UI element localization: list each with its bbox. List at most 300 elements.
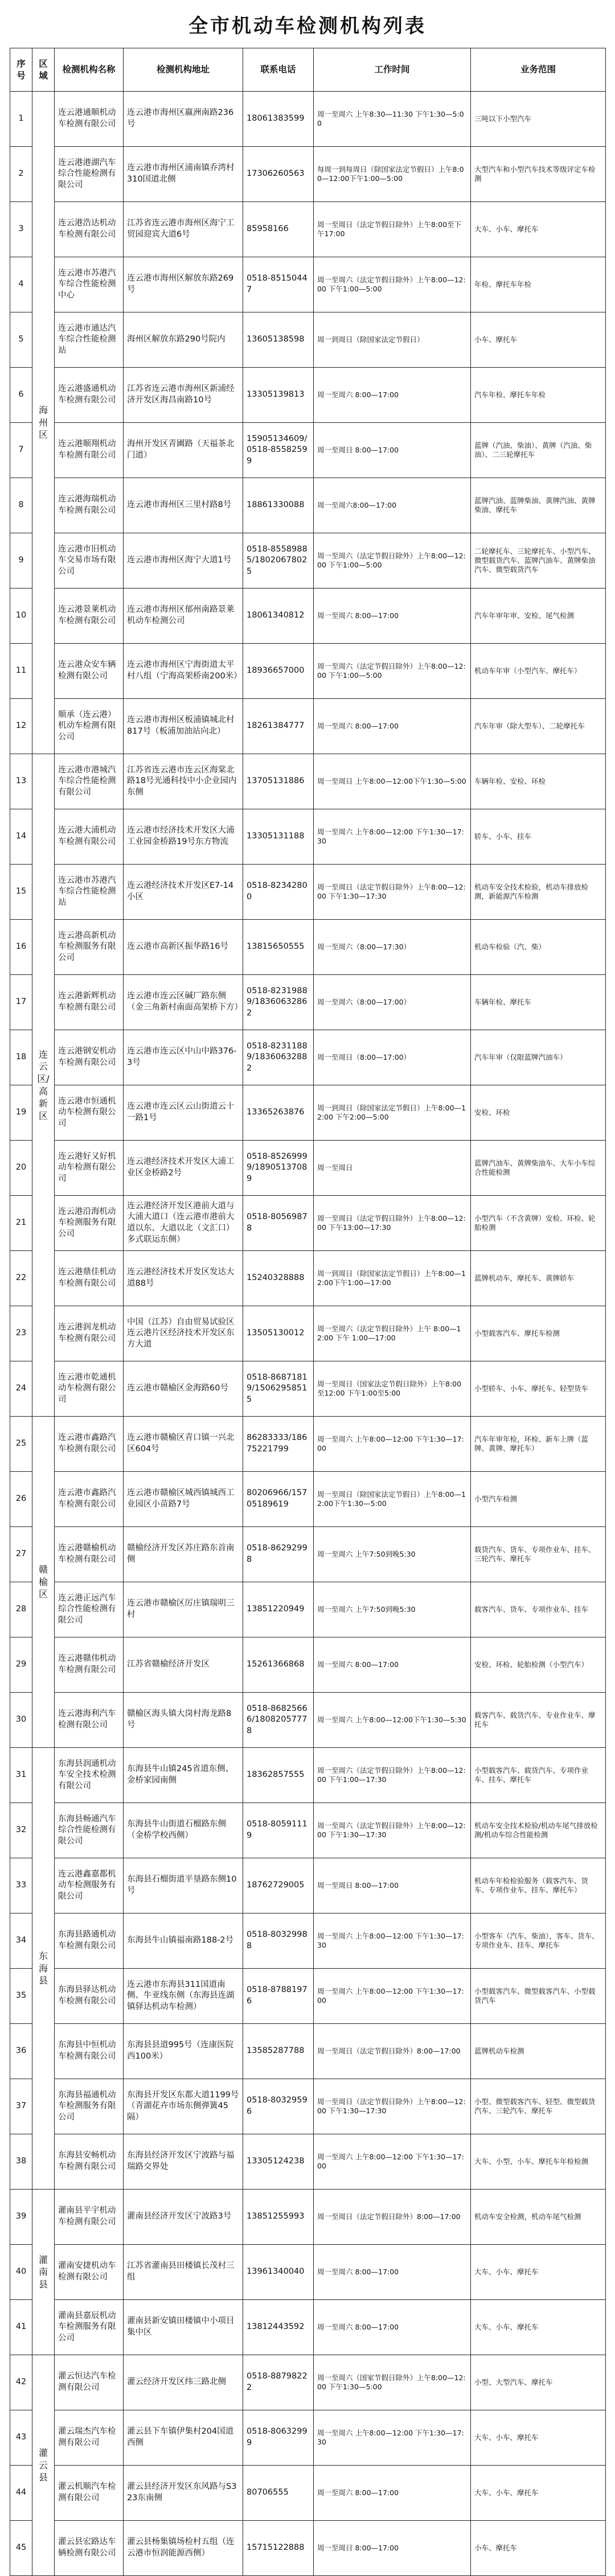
row-name: 连云港市鑫路汽车检测有限公司 bbox=[55, 1417, 124, 1472]
row-name: 连云港正远汽车综合性能检测有限公司 bbox=[55, 1582, 124, 1637]
row-phone: 13705131886 bbox=[243, 754, 314, 809]
row-hours: 周一至周六 上午8:00—12:00 下午1:30—17:30 bbox=[314, 809, 471, 865]
row-seq: 29 bbox=[10, 1637, 32, 1693]
table-row bbox=[10, 1748, 606, 1803]
row-phone: 17306260563 bbox=[243, 147, 314, 202]
table-row bbox=[10, 1251, 606, 1306]
row-phone: 86283333/18675221799 bbox=[243, 1417, 314, 1472]
row-hours: 周一到周日（除国家法定节假日）上午8:00—12:00下午1:00—17:00 bbox=[314, 1251, 471, 1306]
row-name: 连云港海利汽车检测有限公司 bbox=[55, 1693, 124, 1748]
row-scope: 车辆年检、摩托车 bbox=[471, 975, 606, 1030]
row-name: 灌南县平宇机动车检测有限公司 bbox=[55, 2190, 124, 2245]
row-seq: 26 bbox=[10, 1472, 32, 1527]
table-row bbox=[10, 589, 606, 644]
row-seq: 31 bbox=[10, 1748, 32, 1803]
row-name: 灌云恒达汽车检测有限公司 bbox=[55, 2355, 124, 2410]
row-hours: 周一至周六（8:00—17:00） bbox=[314, 975, 471, 1030]
row-address: 江苏省连云港市连云区海棠北路18号光通科技中小企业园内东侧 bbox=[124, 754, 243, 809]
table-body bbox=[10, 92, 606, 2576]
row-name: 连云港市通达汽车综合性能检测站 bbox=[55, 312, 124, 368]
row-phone: 0518-80591119 bbox=[243, 1803, 314, 1858]
row-scope: 小型客车（汽车、柴油），客车、货车、专项作业车、挂车、摩托车 bbox=[471, 1914, 606, 1969]
row-phone: 13812443592 bbox=[243, 2300, 314, 2355]
row-name: 连云港新辉机动车检测有限公司 bbox=[55, 975, 124, 1030]
row-address: 连云港经济技术开发区E7-14小区 bbox=[124, 865, 243, 920]
row-hours: 周一至周六（法定节假日除外）上午8:00—12:00 下午1:00—5:00 bbox=[314, 533, 471, 589]
table-row bbox=[10, 2245, 606, 2300]
row-address: 连云港市赣榆区青口镇一兴北区604号 bbox=[124, 1417, 243, 1472]
row-address: 东海县牛山镇245省道东侧、金桥家园南侧 bbox=[124, 1748, 243, 1803]
row-address: 连云港市海州区郁州南路景莱机动车检测公司 bbox=[124, 589, 243, 644]
row-name: 连云港鑫嘉都机动车检测服务有限公司 bbox=[55, 1858, 124, 1914]
row-address: 海州开发区青圃路（天福茶北门道） bbox=[124, 423, 243, 478]
row-phone: 0518-80569878 bbox=[243, 1196, 314, 1251]
row-name: 灌云瑞杰汽车检测有限公司 bbox=[55, 2410, 124, 2466]
row-name: 东海县驿达机动车检测有限公司 bbox=[55, 1969, 124, 2024]
row-scope: 安检、环检 bbox=[471, 1085, 606, 1141]
row-address: 赣榆经济开发区苏庄路东首南侧 bbox=[124, 1527, 243, 1582]
row-scope: 大车、小车、摩托车 bbox=[471, 2245, 606, 2300]
row-hours: 周一至周日（除国家法定节假日）上午8:00—12:00下午1:30—5:00 bbox=[314, 1472, 471, 1527]
row-scope: 年检、摩托车年检 bbox=[471, 257, 606, 312]
row-seq: 35 bbox=[10, 1969, 32, 2024]
row-hours: 周一至周六 上午8:00—12:00 下午1:30—17:00 bbox=[314, 1969, 471, 2024]
row-seq: 2 bbox=[10, 147, 32, 202]
row-seq: 18 bbox=[10, 1030, 32, 1085]
row-phone: 13815650555 bbox=[243, 920, 314, 975]
table-row bbox=[10, 2300, 606, 2355]
table-row bbox=[10, 1969, 606, 2024]
row-address: 东海县石榴街道平垦路东侧10号 bbox=[124, 1858, 243, 1914]
row-seq: 43 bbox=[10, 2410, 32, 2466]
row-hours: 周一至周六 上午8:00—12:00 下午1:30—17:30 bbox=[314, 1914, 471, 1969]
row-hours: 周一至周六（法定节假日除外）上午8:00—12:00 下午1:00—17:30 bbox=[314, 1748, 471, 1803]
row-scope: 载客汽车、载货汽车、专业作业车、摩托车 bbox=[471, 1693, 606, 1748]
row-address: 连云港市东海县311国道南侧、牛亚线东侧（东海县连湖镇驿达机动车检测） bbox=[124, 1969, 243, 2024]
row-phone: 18061383599 bbox=[243, 92, 314, 147]
row-seq: 17 bbox=[10, 975, 32, 1030]
row-address: 灌南县新安镇田楼镇中小项目集中区 bbox=[124, 2300, 243, 2355]
row-scope: 小车、摩托车 bbox=[471, 2521, 606, 2576]
row-name: 连云港海瑞机动车检测有限公司 bbox=[55, 478, 124, 533]
row-hours: 周一至周六 8:00—17:00 bbox=[314, 2245, 471, 2300]
row-name: 连云港鼎佳机动车检测有限公司 bbox=[55, 1251, 124, 1306]
inspection-agency-table bbox=[10, 48, 606, 2576]
row-name: 东海县畅通汽车综合性能检测有限公司 bbox=[55, 1803, 124, 1858]
row-address: 连云港市经济技术开发区大浦工业园金桥路19号东方物流 bbox=[124, 809, 243, 865]
row-address: 东海县牛山街道石榴路东侧（金桥学校西侧） bbox=[124, 1803, 243, 1858]
row-name: 连云港港湖汽车综合性能检测有限公司 bbox=[55, 147, 124, 202]
row-address: 灌云县经济开发区东风路与S323东南侧 bbox=[124, 2466, 243, 2521]
table-row bbox=[10, 1637, 606, 1693]
row-phone: 15905134609/0518-85582599 bbox=[243, 423, 314, 478]
table-row bbox=[10, 699, 606, 754]
row-scope: 机动车年检检验服务（载客汽车、货车、专项作业车、挂车、摩托车） bbox=[471, 1858, 606, 1914]
row-scope: 汽车年检、摩托车年检 bbox=[471, 368, 606, 423]
row-scope: 汽车年审（仅限蓝牌汽油车） bbox=[471, 1030, 606, 1085]
row-seq: 34 bbox=[10, 1914, 32, 1969]
table-row bbox=[10, 368, 606, 423]
table-row bbox=[10, 423, 606, 478]
row-hours: 周一至周六 上午7:50到晚5:30 bbox=[314, 1582, 471, 1637]
row-name: 东海县福通机动车检测服务有限公司 bbox=[55, 2079, 124, 2134]
row-scope: 汽车年审年检，环检、新车上牌（蓝牌、黄牌、摩托车） bbox=[471, 1417, 606, 1472]
row-phone: 13365263876 bbox=[243, 1085, 314, 1141]
table-row bbox=[10, 1914, 606, 1969]
row-scope: 三吨以下小型汽车 bbox=[471, 92, 606, 147]
table-row bbox=[10, 809, 606, 865]
row-scope: 机动车安全技术检验，机动车排放检测，新能源汽车检测 bbox=[471, 865, 606, 920]
table-row bbox=[10, 1085, 606, 1141]
row-scope: 小型、微型载客汽车、轻型、微型载货汽车、三轮汽车、摩托车 bbox=[471, 2079, 606, 2134]
row-phone: 18261384777 bbox=[243, 699, 314, 754]
row-seq: 20 bbox=[10, 1141, 32, 1196]
row-address: 东海县开发区东都大道1199号（青湖花卉市场东侧弹簧45隔） bbox=[124, 2079, 243, 2134]
row-address: 连云港市海州区三里村路8号 bbox=[124, 478, 243, 533]
area-cell: 海州区 bbox=[32, 92, 55, 754]
row-seq: 9 bbox=[10, 533, 32, 589]
row-name: 连云港景莱机动车检测有限公司 bbox=[55, 589, 124, 644]
row-address: 东海县经济开发区宁波路与福瑞路交界处 bbox=[124, 2134, 243, 2190]
row-address: 海州区解放东路290号院内 bbox=[124, 312, 243, 368]
header-hours: 工作时间 bbox=[314, 48, 471, 92]
row-address: 连云港经济开发区港前大道与大浦大道口（连云港市港前大道以东、大道以北（文汇口）多式联运东侧） bbox=[124, 1196, 243, 1251]
row-seq: 19 bbox=[10, 1085, 32, 1141]
row-phone: 15240328888 bbox=[243, 1251, 314, 1306]
row-scope: 安检、环检、轮胎检测（小型汽车） bbox=[471, 1637, 606, 1693]
row-phone: 0518-80329596 bbox=[243, 2079, 314, 2134]
row-seq: 13 bbox=[10, 754, 32, 809]
table-row bbox=[10, 2079, 606, 2134]
row-seq: 42 bbox=[10, 2355, 32, 2410]
table-row bbox=[10, 1858, 606, 1914]
table-row bbox=[10, 92, 606, 147]
row-hours: 周一至周日 8:00—17:00 bbox=[314, 1858, 471, 1914]
row-scope: 蓝牌机动车检测 bbox=[471, 2024, 606, 2079]
table-row bbox=[10, 2410, 606, 2466]
table-row bbox=[10, 754, 606, 809]
row-scope: 小型汽车检测 bbox=[471, 1472, 606, 1527]
table-row bbox=[10, 312, 606, 368]
row-hours: 周一至周六 8:00—17:00 bbox=[314, 368, 471, 423]
row-phone: 18762729005 bbox=[243, 1858, 314, 1914]
row-phone: 85958166 bbox=[243, 202, 314, 257]
row-phone: 0518-82319889/18360632862 bbox=[243, 975, 314, 1030]
row-seq: 21 bbox=[10, 1196, 32, 1251]
area-cell: 灌南县 bbox=[32, 2190, 55, 2355]
row-seq: 36 bbox=[10, 2024, 32, 2079]
row-phone: 13505130012 bbox=[243, 1306, 314, 1361]
area-cell: 灌云县 bbox=[32, 2355, 55, 2576]
row-name: 东海县安畅机动车检测有限公司 bbox=[55, 2134, 124, 2190]
row-phone: 0518-87881976 bbox=[243, 1969, 314, 2024]
row-scope: 小型轿车、小车、摩托车、轻型货车 bbox=[471, 1361, 606, 1417]
row-phone: 0518-82342800 bbox=[243, 865, 314, 920]
row-hours: 周一至周六8:00—17:00 bbox=[314, 478, 471, 533]
row-seq: 39 bbox=[10, 2190, 32, 2245]
row-seq: 25 bbox=[10, 1417, 32, 1472]
row-scope: 大车、小车、摩托车 bbox=[471, 202, 606, 257]
row-address: 连云港市赣榆区厉庄镇瑞明三村 bbox=[124, 1582, 243, 1637]
row-name: 灌南安捷机动车检测有限公司 bbox=[55, 2245, 124, 2300]
row-phone: 13585287788 bbox=[243, 2024, 314, 2079]
row-scope: 机动车安全检测，机动车尾气检测 bbox=[471, 2190, 606, 2245]
table-row bbox=[10, 920, 606, 975]
row-hours: 周一至周六 8:00—17:00 bbox=[314, 2300, 471, 2355]
row-scope: 机动车检验（汽、柴） bbox=[471, 920, 606, 975]
row-seq: 23 bbox=[10, 1306, 32, 1361]
table-row bbox=[10, 2466, 606, 2521]
row-phone: 15261366868 bbox=[243, 1637, 314, 1693]
row-seq: 6 bbox=[10, 368, 32, 423]
row-seq: 44 bbox=[10, 2466, 32, 2521]
row-seq: 32 bbox=[10, 1803, 32, 1858]
row-phone: 18061340812 bbox=[243, 589, 314, 644]
row-phone: 13605138598 bbox=[243, 312, 314, 368]
row-name: 连云港浩达机动车检测有限公司 bbox=[55, 202, 124, 257]
row-phone: 0518-82311889/18360632882 bbox=[243, 1030, 314, 1085]
header-name: 检测机构名称 bbox=[55, 48, 124, 92]
row-name: 灌云县宏路达车辆检测有限公司 bbox=[55, 2521, 124, 2576]
table-row bbox=[10, 1472, 606, 1527]
row-name: 连云港好又好机动车检测有限公司 bbox=[55, 1141, 124, 1196]
row-hours: 周一至周日（法定节假日除外）8:00—17:00 bbox=[314, 2190, 471, 2245]
row-hours: 周一至周六 上午8:00—12:00 下午1:30—17:00 bbox=[314, 1417, 471, 1472]
row-hours: 周一至周六 8:00—17:00 bbox=[314, 1637, 471, 1693]
row-name: 连云港众安车辆检测有限公司 bbox=[55, 644, 124, 699]
row-scope: 蓝牌汽油、蓝牌柴油、黄牌汽油、黄牌柴油、摩托车 bbox=[471, 478, 606, 533]
row-hours: 周一至周六（法定节假日除外）上午 8:00—12:00 下午 1:00—17:00 bbox=[314, 1306, 471, 1361]
row-seq: 1 bbox=[10, 92, 32, 147]
row-seq: 22 bbox=[10, 1251, 32, 1306]
header-phone: 联系电话 bbox=[243, 48, 314, 92]
row-seq: 33 bbox=[10, 1858, 32, 1914]
row-hours: 周一至周六 8:00—17:00 bbox=[314, 589, 471, 644]
table-row bbox=[10, 1527, 606, 1582]
row-address: 连云港市赣榆区城西镇城西工业园区小苗路7号 bbox=[124, 1472, 243, 1527]
row-address: 中国（江苏）自由贸易试验区连云港片区经济技术开发区东方大道 bbox=[124, 1306, 243, 1361]
row-name: 东海县路通机动车检测有限公司 bbox=[55, 1914, 124, 1969]
table-row bbox=[10, 1196, 606, 1251]
row-address: 东海县牛山镇福南路188-2号 bbox=[124, 1914, 243, 1969]
row-hours: 周一至周六 上午8:00—12:00 下午1:30—17:00 bbox=[314, 2134, 471, 2190]
row-hours: 周一至周六 8:00—17:00 bbox=[314, 2466, 471, 2521]
table-row bbox=[10, 865, 606, 920]
row-scope: 小型载客汽车、微型载客汽车、小型载货汽车 bbox=[471, 1969, 606, 2024]
row-hours: 周一至周日（法定节假日除外）上午8:00—12:00 下午1:30—17:30 bbox=[314, 2079, 471, 2134]
row-seq: 4 bbox=[10, 257, 32, 312]
row-seq: 10 bbox=[10, 589, 32, 644]
row-name: 灌南县嘉辰机动车检测服务有限公司 bbox=[55, 2300, 124, 2355]
row-name: 连云港润龙机动车检测有限公司 bbox=[55, 1306, 124, 1361]
row-address: 连云港经济技术开发区大浦工业区金桥路2号 bbox=[124, 1141, 243, 1196]
row-scope: 二轮摩托车、三轮摩托车、小型汽车、微型载货汽车、蓝牌汽油车、黄牌柴油汽车、微型载货汽车 bbox=[471, 533, 606, 589]
row-scope: 机动车年审（小型汽车、摩托车） bbox=[471, 644, 606, 699]
row-address: 连云港市赣榆区金海路60号 bbox=[124, 1361, 243, 1417]
row-name: 东海县润通机动车安全技术检测有限公司 bbox=[55, 1748, 124, 1803]
table-row bbox=[10, 2134, 606, 2190]
area-cell: 东海县 bbox=[32, 1748, 55, 2190]
row-name: 连云港市苏港汽车综合性能检测站 bbox=[55, 865, 124, 920]
row-phone: 18936657000 bbox=[243, 644, 314, 699]
row-scope: 汽车年审（除大型车）、二轮摩托车 bbox=[471, 699, 606, 754]
row-scope: 汽车年审年审、安检、尾气检测 bbox=[471, 589, 606, 644]
row-name: 连云港市恒通机动车检测有限公司 bbox=[55, 1085, 124, 1141]
row-address: 灌云经济开发区纬三路北侧 bbox=[124, 2355, 243, 2410]
row-name: 连云港钢安机动车检测有限公司 bbox=[55, 1030, 124, 1085]
row-hours: 周一至周六（法定节假日除外）上午8:00—12:00 下午1:30—17:30 bbox=[314, 1803, 471, 1858]
row-hours: 周一至周六（国家节假日除外）上午8:00—12:00 下午1:30—5:00 bbox=[314, 2355, 471, 2410]
row-phone: 0518-85269999/18905137089 bbox=[243, 1141, 314, 1196]
table-row bbox=[10, 1417, 606, 1472]
row-phone: 13851220949 bbox=[243, 1582, 314, 1637]
table-row bbox=[10, 1306, 606, 1361]
row-phone: 13305124238 bbox=[243, 2134, 314, 2190]
row-name: 连云港市港城汽车综合性能检测有限公司 bbox=[55, 754, 124, 809]
row-seq: 16 bbox=[10, 920, 32, 975]
row-scope: 大型汽车和小型汽车技术等级评定车检测 bbox=[471, 147, 606, 202]
row-phone: 18362857555 bbox=[243, 1748, 314, 1803]
row-phone: 0518-80329988 bbox=[243, 1914, 314, 1969]
row-phone: 80206966/15705189619 bbox=[243, 1472, 314, 1527]
row-scope: 车辆年检、安检、环检 bbox=[471, 754, 606, 809]
row-scope: 小型汽车（不含黄牌）安检、环检、轮胎检测 bbox=[471, 1196, 606, 1251]
row-name: 连云港大浦机动车检测有限公司 bbox=[55, 809, 124, 865]
row-phone: 0518-86292998 bbox=[243, 1527, 314, 1582]
row-address: 连云港市海州区板浦镇城北村817号（板浦加油站向北） bbox=[124, 699, 243, 754]
row-seq: 24 bbox=[10, 1361, 32, 1417]
row-scope: 轿车、小车、挂车 bbox=[471, 809, 606, 865]
area-cell: 连云区/高新区 bbox=[32, 754, 55, 1417]
row-phone: 13851255993 bbox=[243, 2190, 314, 2245]
row-hours: 周一至周六（8:00—17:30） bbox=[314, 920, 471, 975]
table-row bbox=[10, 1803, 606, 1858]
row-seq: 45 bbox=[10, 2521, 32, 2576]
row-hours: 周一至周六 上午8:00—12:00 下午1:30—17:30 bbox=[314, 2410, 471, 2466]
row-name: 连云港通顺机动车检测有限公司 bbox=[55, 92, 124, 147]
row-hours: 周一至周日 8:00—17:00 bbox=[314, 2521, 471, 2576]
row-scope: 载客汽车、货车、专项作业车、挂车 bbox=[471, 1582, 606, 1637]
row-seq: 3 bbox=[10, 202, 32, 257]
row-address: 连云港市海州区浦南镇乔湾村310国道北侧 bbox=[124, 147, 243, 202]
row-hours: 周一至周六 8:00—17:00 bbox=[314, 699, 471, 754]
row-hours: 周一至周日（法定节假日除外）8:00—17:00 bbox=[314, 2024, 471, 2079]
row-seq: 38 bbox=[10, 2134, 32, 2190]
row-phone: 13305131188 bbox=[243, 809, 314, 865]
table-row bbox=[10, 1141, 606, 1196]
header-scope: 业务范围 bbox=[471, 48, 606, 92]
row-scope: 机动车安全技术检验/机动车尾气排放检测/机动车综合性能检测 bbox=[471, 1803, 606, 1858]
row-name: 连云港沿海机动车检测服务有限公司 bbox=[55, 1196, 124, 1251]
row-hours: 周一至周日 bbox=[314, 1141, 471, 1196]
row-hours: 周一到周日（除国家法定节假日）上午8:00—12:00 下午2:00—5:00 bbox=[314, 1085, 471, 1141]
row-scope: 小车、摩托车 bbox=[471, 312, 606, 368]
table-row bbox=[10, 2521, 606, 2576]
row-scope: 小型、大型汽车、摩托车 bbox=[471, 2355, 606, 2410]
table-row bbox=[10, 1693, 606, 1748]
row-phone: 18861330088 bbox=[243, 478, 314, 533]
row-name: 连云港市乾通机动车检测有限公司 bbox=[55, 1361, 124, 1417]
row-seq: 40 bbox=[10, 2245, 32, 2300]
row-scope: 蓝牌汽油车、黄牌柴油车、大车小车综合性能检测 bbox=[471, 1141, 606, 1196]
row-address: 江苏省灌南县田楼镇长茂村三组 bbox=[124, 2245, 243, 2300]
row-phone: 0518-80632999 bbox=[243, 2410, 314, 2466]
row-seq: 41 bbox=[10, 2300, 32, 2355]
row-hours: 周一至周日（8:00—17:00） bbox=[314, 1030, 471, 1085]
row-phone: 0518-86871819/15062958515 bbox=[243, 1361, 314, 1417]
row-address: 东海县县道995号（连康医院西100米） bbox=[124, 2024, 243, 2079]
row-phone: 0518-85150447 bbox=[243, 257, 314, 312]
row-address: 连云港经济技术开发区发达大道88号 bbox=[124, 1251, 243, 1306]
header-area: 区域 bbox=[32, 48, 55, 92]
table-row bbox=[10, 147, 606, 202]
table-row bbox=[10, 2190, 606, 2245]
row-address: 连云港市连云区中山中路376-3号 bbox=[124, 1030, 243, 1085]
table-row bbox=[10, 975, 606, 1030]
row-name: 连云港赣榆机动车检测有限公司 bbox=[55, 1527, 124, 1582]
row-seq: 30 bbox=[10, 1693, 32, 1748]
row-name: 东海县中恒机动车检测有限公司 bbox=[55, 2024, 124, 2079]
row-address: 连云港市海州区嬴洲南路236号 bbox=[124, 92, 243, 147]
row-hours: 周一至周六 上午7:50到晚5:30 bbox=[314, 1527, 471, 1582]
row-name: 顺承（连云港）机动车检测有限公司 bbox=[55, 699, 124, 754]
row-seq: 15 bbox=[10, 865, 32, 920]
row-name: 连云港市旧机动车交易市场有限公司 bbox=[55, 533, 124, 589]
row-name: 连云港盛通机动车检测有限公司 bbox=[55, 368, 124, 423]
table-row bbox=[10, 1030, 606, 1085]
row-seq: 11 bbox=[10, 644, 32, 699]
row-name: 连云港赣伟机动车检测有限公司 bbox=[55, 1637, 124, 1693]
table-row bbox=[10, 644, 606, 699]
row-hours: 周一至周六 上午8:00—12:00下午1:30—5:30 bbox=[314, 1693, 471, 1748]
row-name: 连云港市苏港汽车综合性能检测中心 bbox=[55, 257, 124, 312]
row-hours: 周一到周日（除国家法定节假日） bbox=[314, 312, 471, 368]
table-row bbox=[10, 2355, 606, 2410]
row-hours: 每周一到每周日（除国家法定节假日）上午8:00—12:00下午1:00—5:00 bbox=[314, 147, 471, 202]
row-address: 灌云县下车镇伊集村204国道西侧 bbox=[124, 2410, 243, 2466]
row-phone: 13305139813 bbox=[243, 368, 314, 423]
table-row bbox=[10, 478, 606, 533]
row-seq: 8 bbox=[10, 478, 32, 533]
row-phone: 0518-86825666/18082057778 bbox=[243, 1693, 314, 1748]
table-row bbox=[10, 2024, 606, 2079]
table-row bbox=[10, 1361, 606, 1417]
row-seq: 14 bbox=[10, 809, 32, 865]
row-address: 连云港市高新区振华路16号 bbox=[124, 920, 243, 975]
row-scope: 蓝牌机动车，摩托车、黄牌轿车 bbox=[471, 1251, 606, 1306]
row-seq: 12 bbox=[10, 699, 32, 754]
row-hours: 周一至周日（法定节假日除外）上午8:00—12:00 下午1:30—17:30 bbox=[314, 865, 471, 920]
row-scope: 大车、小车、摩托车 bbox=[471, 2410, 606, 2466]
row-scope: 大车、小型、小车、摩托车年检检测 bbox=[471, 2134, 606, 2190]
row-hours: 周一至周日 上午8:00—12:00下午1:30—5:00 bbox=[314, 754, 471, 809]
row-seq: 37 bbox=[10, 2079, 32, 2134]
row-hours: 周一至周六（法定节假日除外）上午8:00—12:00 下午1:00—5:00 bbox=[314, 644, 471, 699]
row-hours: 周一至周日（法定节假日除外）上午8:00至下午17:00 bbox=[314, 202, 471, 257]
row-name: 连云港市鑫路汽车检测有限公司 bbox=[55, 1472, 124, 1527]
row-address: 江苏省赣榆经济开发区 bbox=[124, 1637, 243, 1693]
row-address: 江苏省连云港市海州区海宁工贸园迎宾大道6号 bbox=[124, 202, 243, 257]
row-phone: 15715122888 bbox=[243, 2521, 314, 2576]
header-address: 检测机构地址 bbox=[124, 48, 243, 92]
row-scope: 大车、小车、摩托车 bbox=[471, 2466, 606, 2521]
header-seq: 序号 bbox=[10, 48, 32, 92]
table-row bbox=[10, 202, 606, 257]
row-address: 江苏省连云港市海州区新浦经济开发区海昌南路10号 bbox=[124, 368, 243, 423]
row-scope: 大车、小车、摩托车 bbox=[471, 2300, 606, 2355]
row-hours: 周一至周日（法定节假日除外）上午8:00—12:00 下午13:00—17:30 bbox=[314, 1196, 471, 1251]
row-seq: 27 bbox=[10, 1527, 32, 1582]
